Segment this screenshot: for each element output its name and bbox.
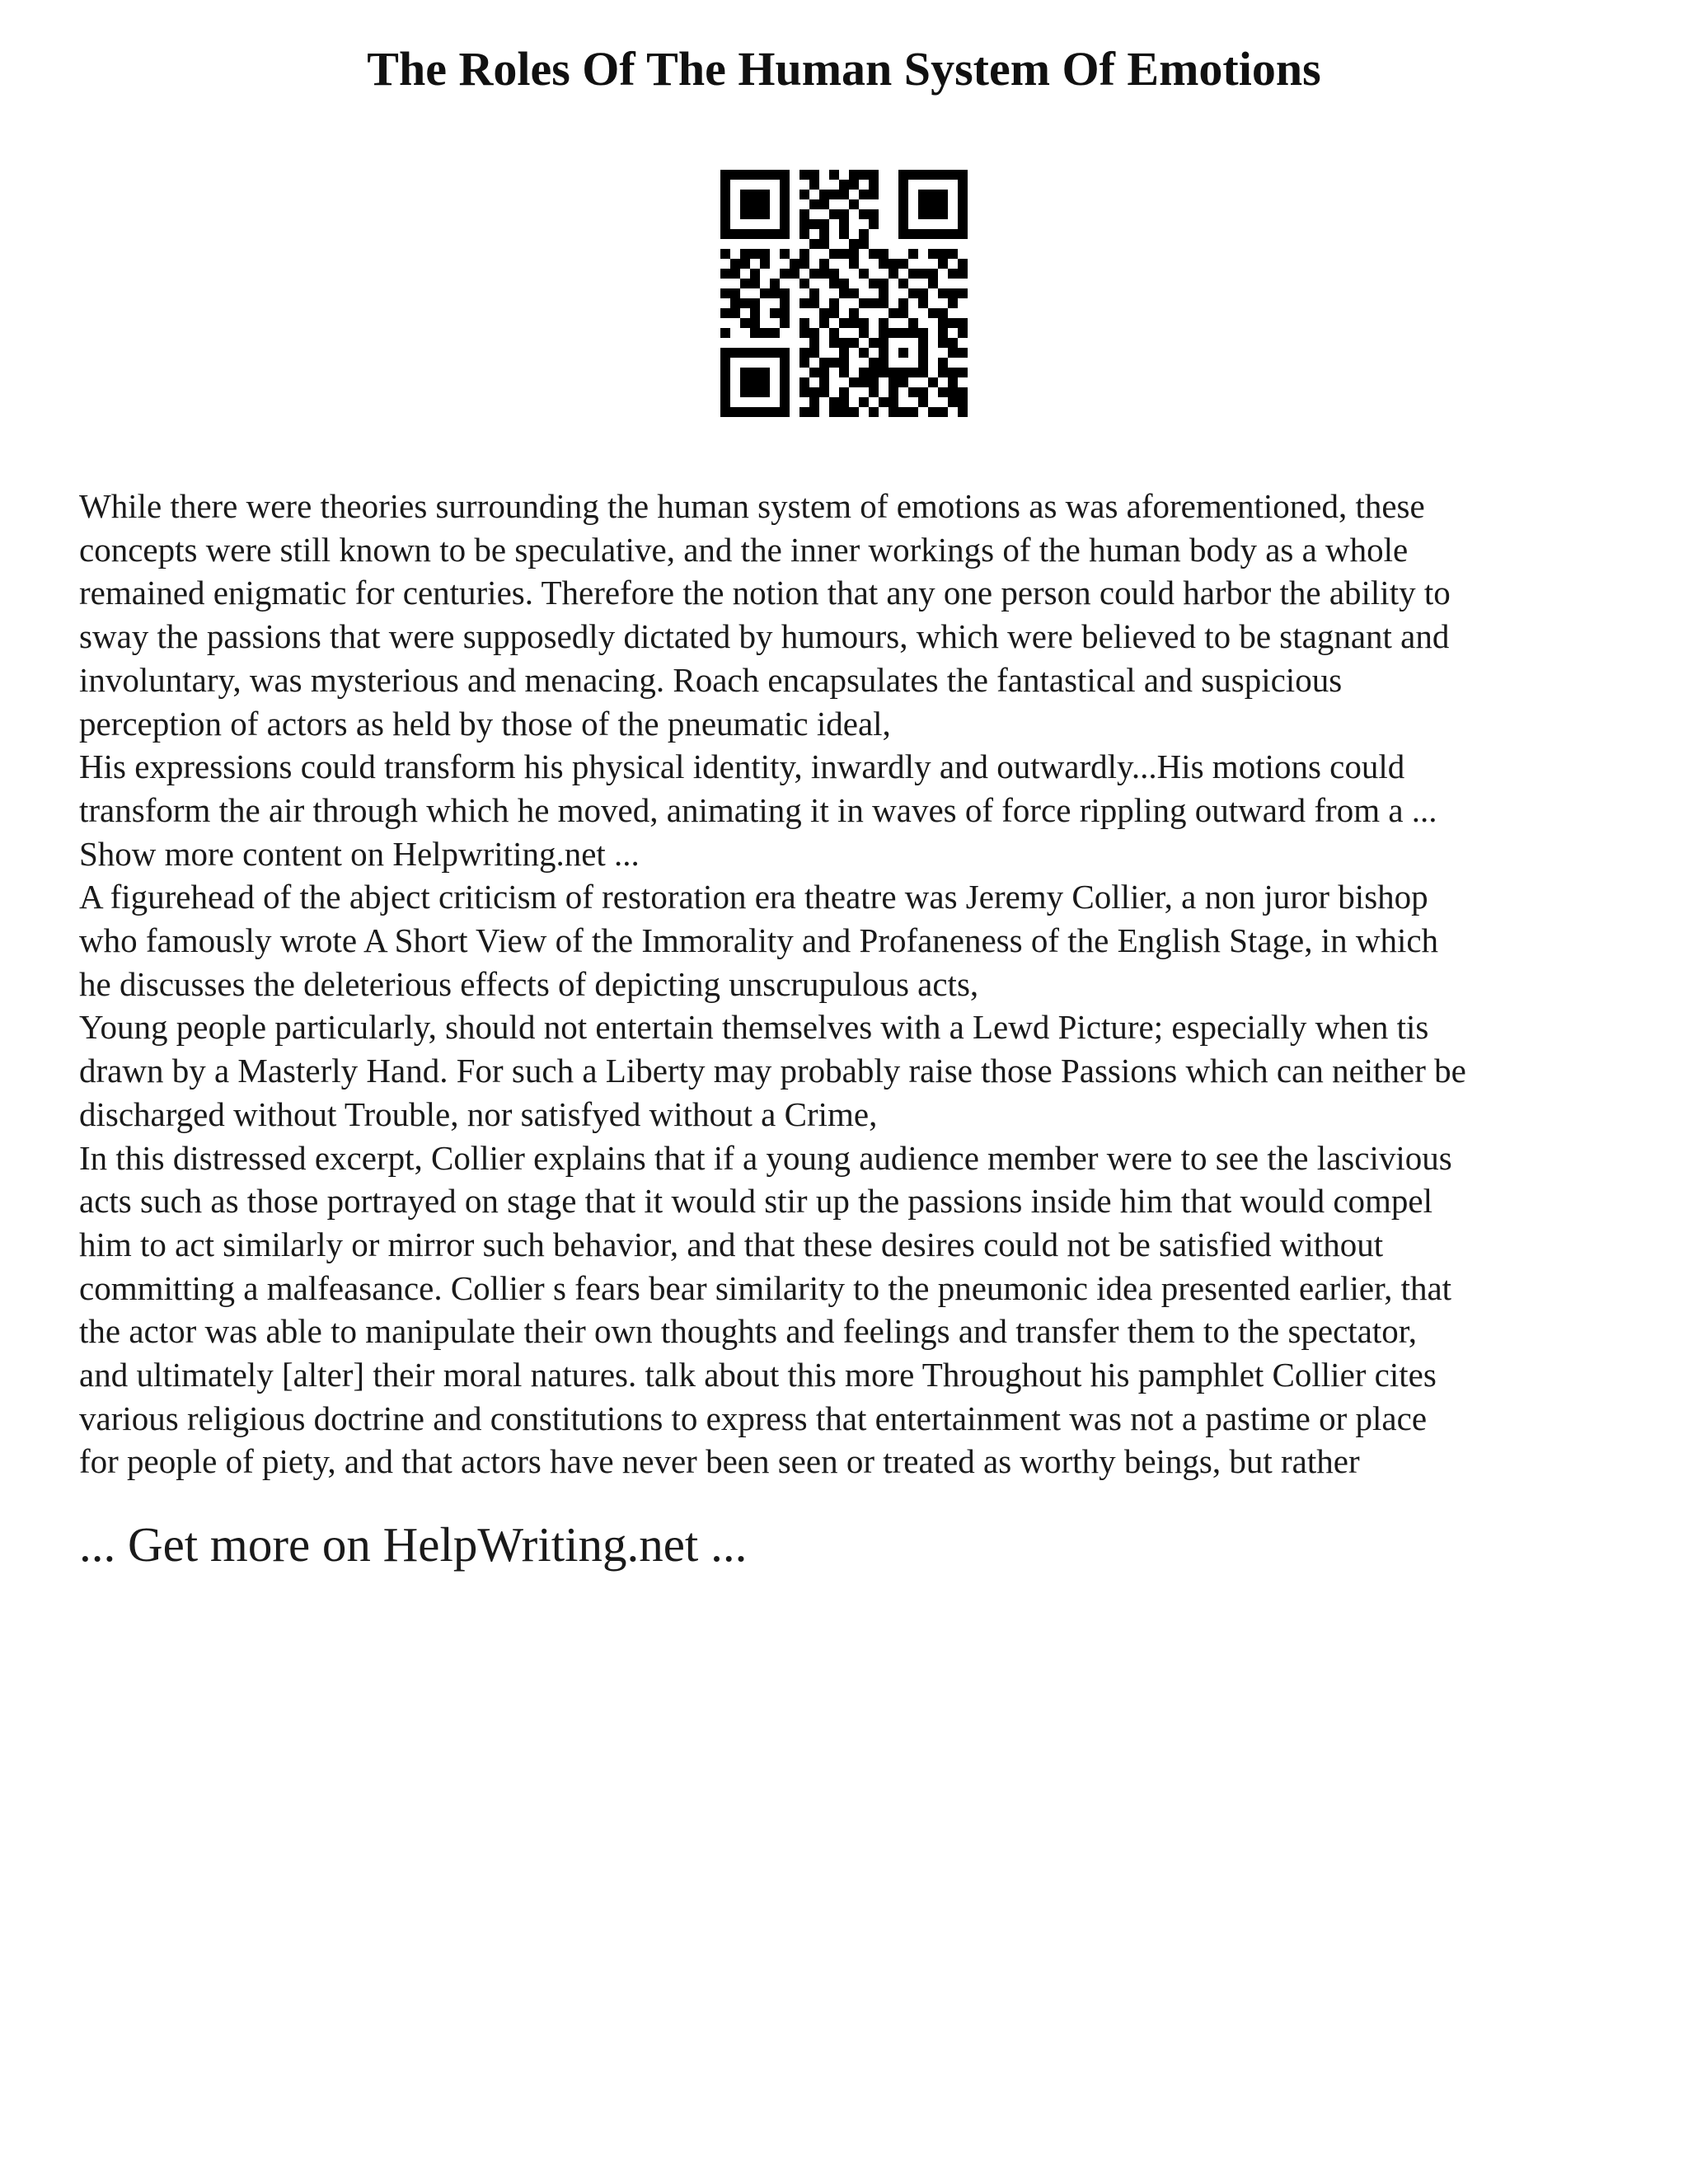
body-line: perception of actors as held by those of the pneumatic ideal, <box>79 704 891 743</box>
show-more-line[interactable]: Show more content on Helpwriting.net ... <box>79 834 640 873</box>
body-line: involuntary, was mysterious and menacing. Roach encapsulates the fantastical and suspicious <box>79 660 1343 699</box>
body-line: drawn by a Masterly Hand. For such a Liberty may probably raise those Passions which can neither be <box>79 1052 1466 1090</box>
body-line: the actor was able to manipulate their own thoughts and feelings and transfer them to the spectator, <box>79 1312 1418 1351</box>
body-line: acts such as those portrayed on stage that it would stir up the passions inside him that would compel <box>79 1182 1433 1221</box>
document-title: The Roles Of The Human System Of Emotions <box>367 42 1321 96</box>
body-line: committing a malfeasance. Collier s fears bear similarity to the pneumonic idea presented earlier, that <box>79 1268 1452 1307</box>
body-line: His expressions could transform his physical identity, inwardly and outwardly...His motions could <box>79 748 1405 786</box>
body-line: he discusses the deleterious effects of depicting unscrupulous acts, <box>79 964 979 1003</box>
body-line: remained enigmatic for centuries. Therefore the notion that any one person could harbor the ability to <box>79 574 1451 612</box>
body-line: Young people particularly, should not entertain themselves with a Lewd Picture; especially when tis <box>79 1008 1429 1047</box>
body-line: concepts were still known to be speculative, and the inner workings of the human body as a whole <box>79 530 1409 569</box>
body-line: for people of piety, and that actors have never been seen or treated as worthy beings, but rather <box>79 1442 1360 1481</box>
body-line: transform the air through which he moved, animating it in waves of force rippling outward from a ... <box>79 790 1437 829</box>
document-body <box>79 485 1629 1483</box>
get-more-link[interactable]: ... Get more on HelpWriting.net ... <box>79 1517 748 1572</box>
body-line: sway the passions that were supposedly dictated by humours, which were believed to be stagnant and <box>79 617 1450 656</box>
body-line: him to act similarly or mirror such behavior, and that these desires could not be satisfied without <box>79 1225 1384 1263</box>
qr-code-icon[interactable] <box>720 170 968 417</box>
body-line: discharged without Trouble, nor satisfyed without a Crime, <box>79 1094 878 1133</box>
body-line: A figurehead of the abject criticism of restoration era theatre was Jeremy Collier, a non juror bishop <box>79 878 1428 916</box>
body-line: various religious doctrine and constitutions to express that entertainment was not a pastime or place <box>79 1399 1428 1437</box>
body-line: who famously wrote A Short View of the Immorality and Profaneness of the English Stage, in which <box>79 921 1439 960</box>
body-line: In this distressed excerpt, Collier explains that if a young audience member were to see the lascivious <box>79 1138 1452 1177</box>
body-line: and ultimately [alter] their moral natures. talk about this more Throughout his pamphlet Collier cites <box>79 1356 1437 1394</box>
body-line: While there were theories surrounding the human system of emotions as was aforementioned, these <box>79 487 1425 525</box>
